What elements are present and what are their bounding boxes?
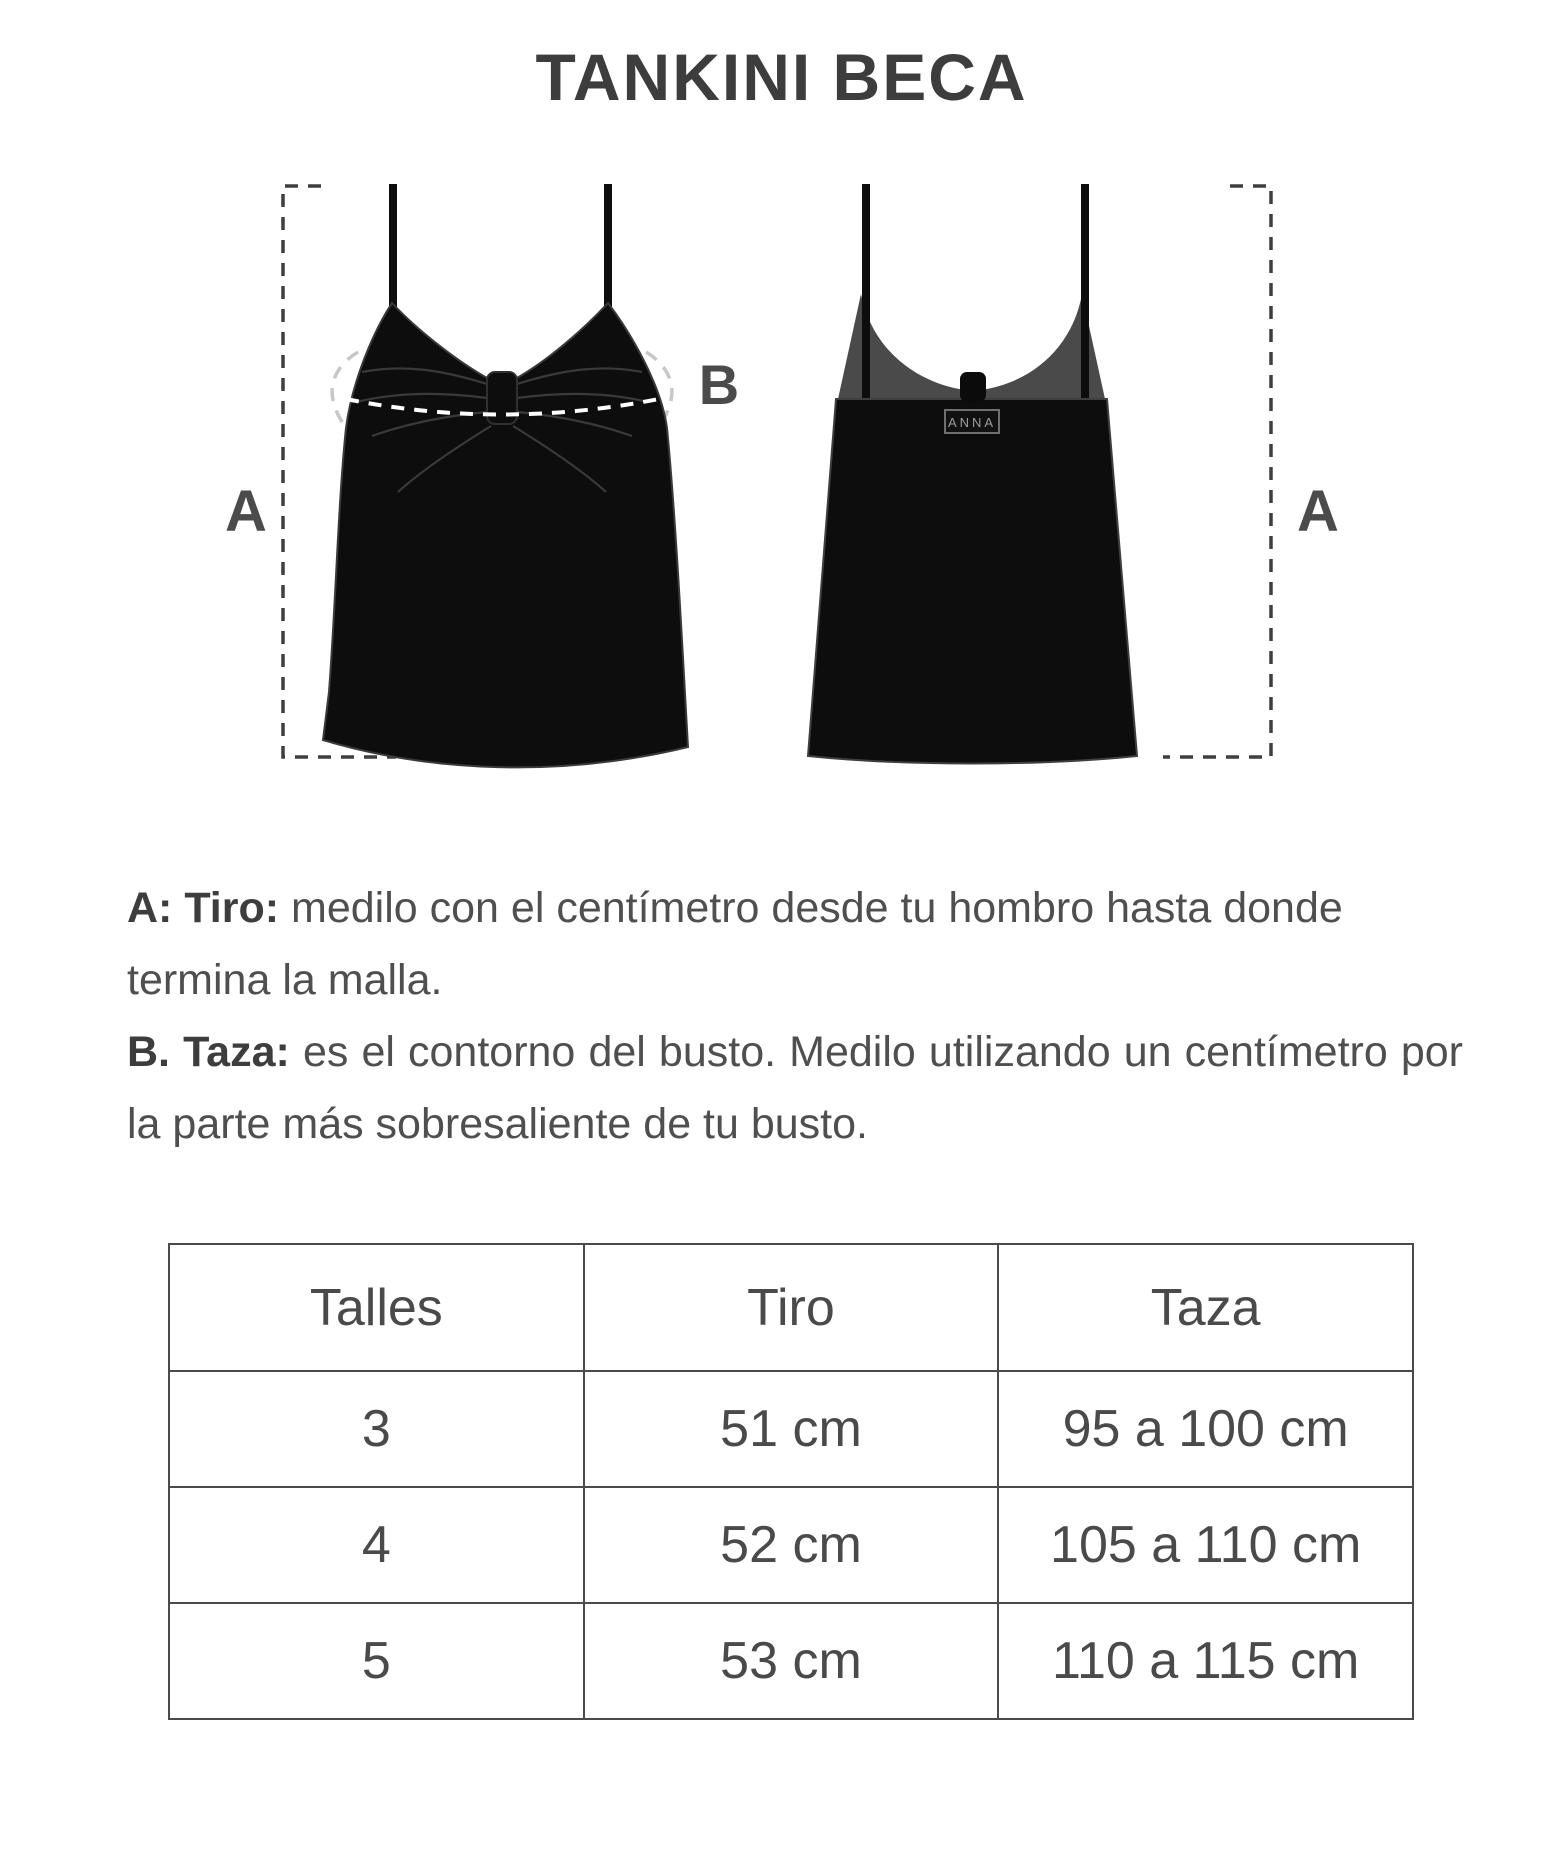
tiro-cell: 52 cm [584,1487,999,1603]
taza-cell: 95 a 100 cm [998,1371,1413,1487]
back-bow-tab [960,372,986,402]
brand-tag [945,410,999,433]
front-view-garment [323,184,688,767]
size-table [168,1243,1414,1720]
note-b [127,1016,1463,1160]
table-row [169,1603,1413,1719]
back-body-silhouette [808,399,1137,764]
note-b-label: B. Taza: [127,1028,290,1076]
page-title: TANKINI BECA [535,40,1028,114]
size-table-header-row [169,1244,1413,1371]
note-b-text: es el contorno del busto. Medilo utilizando un centímetro por la parte más sobresaliente de tu busto. [127,1028,1464,1148]
tiro-cell: 53 cm [584,1603,999,1719]
measurement-diagram [0,0,1563,860]
back-strap-right [1081,184,1089,400]
back-strap-left [862,184,870,400]
measure-bracket-right [1163,186,1271,757]
front-strap-right [604,184,612,308]
label-a-right: A [1297,479,1339,544]
note-a-text: medilo con el centímetro desde tu hombro hasta donde termina la malla. [127,884,1343,1004]
front-strap-left [389,184,397,308]
note-a [127,872,1463,1016]
measurement-notes [127,872,1463,1160]
taza-cell: 105 a 110 cm [998,1487,1413,1603]
taza-cell: 110 a 115 cm [998,1603,1413,1719]
table-row [169,1371,1413,1487]
col-header-taza: Taza [998,1244,1413,1371]
brand-tag-text: ANNA [947,415,997,430]
note-a-label: A: Tiro: [127,884,280,932]
talle-cell: 5 [169,1603,584,1719]
back-view-garment [808,184,1137,764]
talle-cell: 3 [169,1371,584,1487]
tiro-cell: 51 cm [584,1371,999,1487]
label-b: B [698,353,740,416]
label-a-left: A [225,479,267,544]
col-header-tiro: Tiro [584,1244,999,1371]
talle-cell: 4 [169,1487,584,1603]
col-header-talles: Talles [169,1244,584,1371]
table-row [169,1487,1413,1603]
